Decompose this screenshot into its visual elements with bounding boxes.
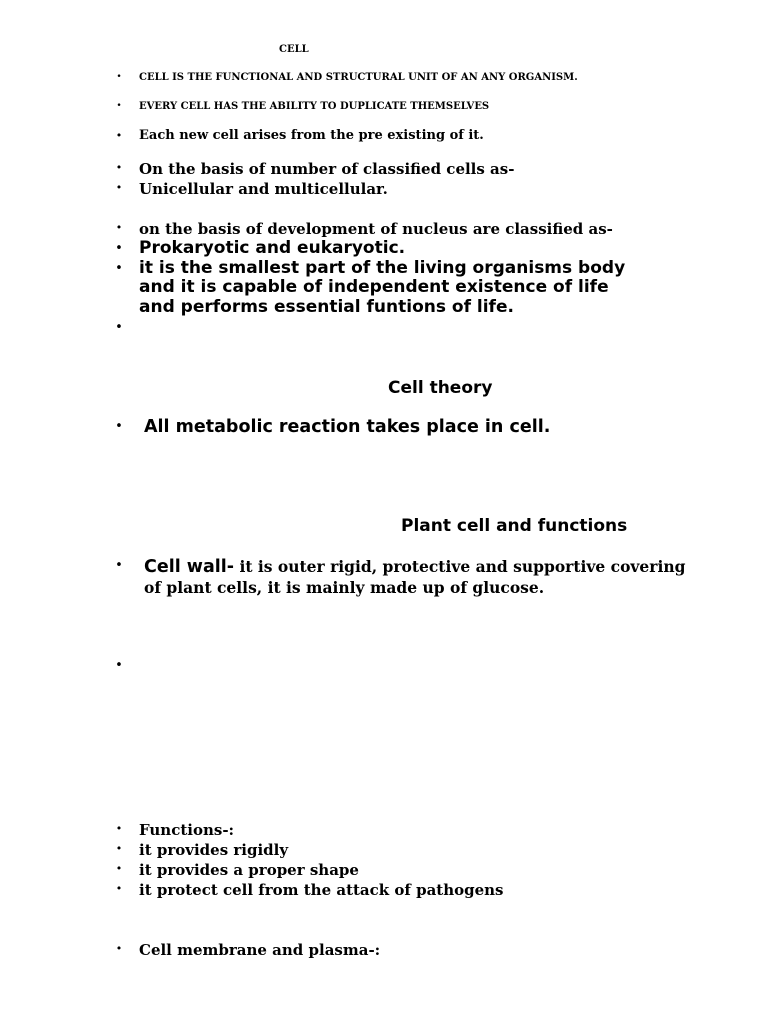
bullet-icon: • [115,241,123,256]
list-item-text: CELL IS THE FUNCTIONAL AND STRUCTURAL UNIT OF AN ANY ORGANISM. [139,72,578,83]
bullet-icon: • [115,419,123,434]
list-item-text: of plant cells, it is mainly made up of glucose. [144,578,545,597]
list-item-text: it protect cell from the attack of pathogens [139,881,504,899]
list-item-text [144,556,685,577]
list-item-text: All metabolic reaction takes place in cell. [144,417,551,437]
bullet-icon: • [115,658,123,673]
list-item-text: On the basis of number of classified cells as- [139,160,515,178]
list-item-text: Functions-: [139,821,235,839]
list-item-text: Unicellular and multicellular. [139,180,388,198]
list-item-text: on the basis of development of nucleus are classified as- [139,220,613,238]
list-item-text: Cell membrane and plasma-: [139,941,381,959]
list-item-text: EVERY CELL HAS THE ABILITY TO DUPLICATE THEMSELVES [139,101,490,112]
bullet-icon: • [115,882,123,895]
bullet-icon: • [115,129,123,142]
section-heading-cell-theory: Cell theory [388,378,493,398]
bullet-icon: • [116,72,122,82]
section-heading-plant-cell: Plant cell and functions [401,516,628,536]
list-item-text: it is the smallest part of the living organisms body [139,258,626,278]
bullet-icon: • [115,261,123,276]
bullet-icon: • [115,558,123,573]
cell-wall-label: Cell wall- [144,557,235,577]
bullet-icon: • [115,221,123,234]
list-item-text: Each new cell arises from the pre existing of it. [139,128,484,143]
list-item-text: it provides a proper shape [139,861,359,879]
cell-wall-text: it is outer rigid, protective and supportive covering [234,557,686,576]
bullet-icon: • [115,161,123,174]
bullet-icon: • [115,842,123,855]
bullet-icon: • [115,822,123,835]
bullet-icon: • [116,101,122,111]
bullet-icon: • [115,181,123,194]
list-item-text: and performs essential funtions of life. [139,297,514,317]
list-item-text: Prokaryotic and eukaryotic. [139,238,406,258]
list-item-text: and it is capable of independent existence of life [139,277,609,297]
page-title: CELL [279,44,309,55]
bullet-icon: • [115,320,123,335]
list-item-text: it provides rigidly [139,841,289,859]
bullet-icon: • [115,862,123,875]
bullet-icon: • [115,942,123,955]
